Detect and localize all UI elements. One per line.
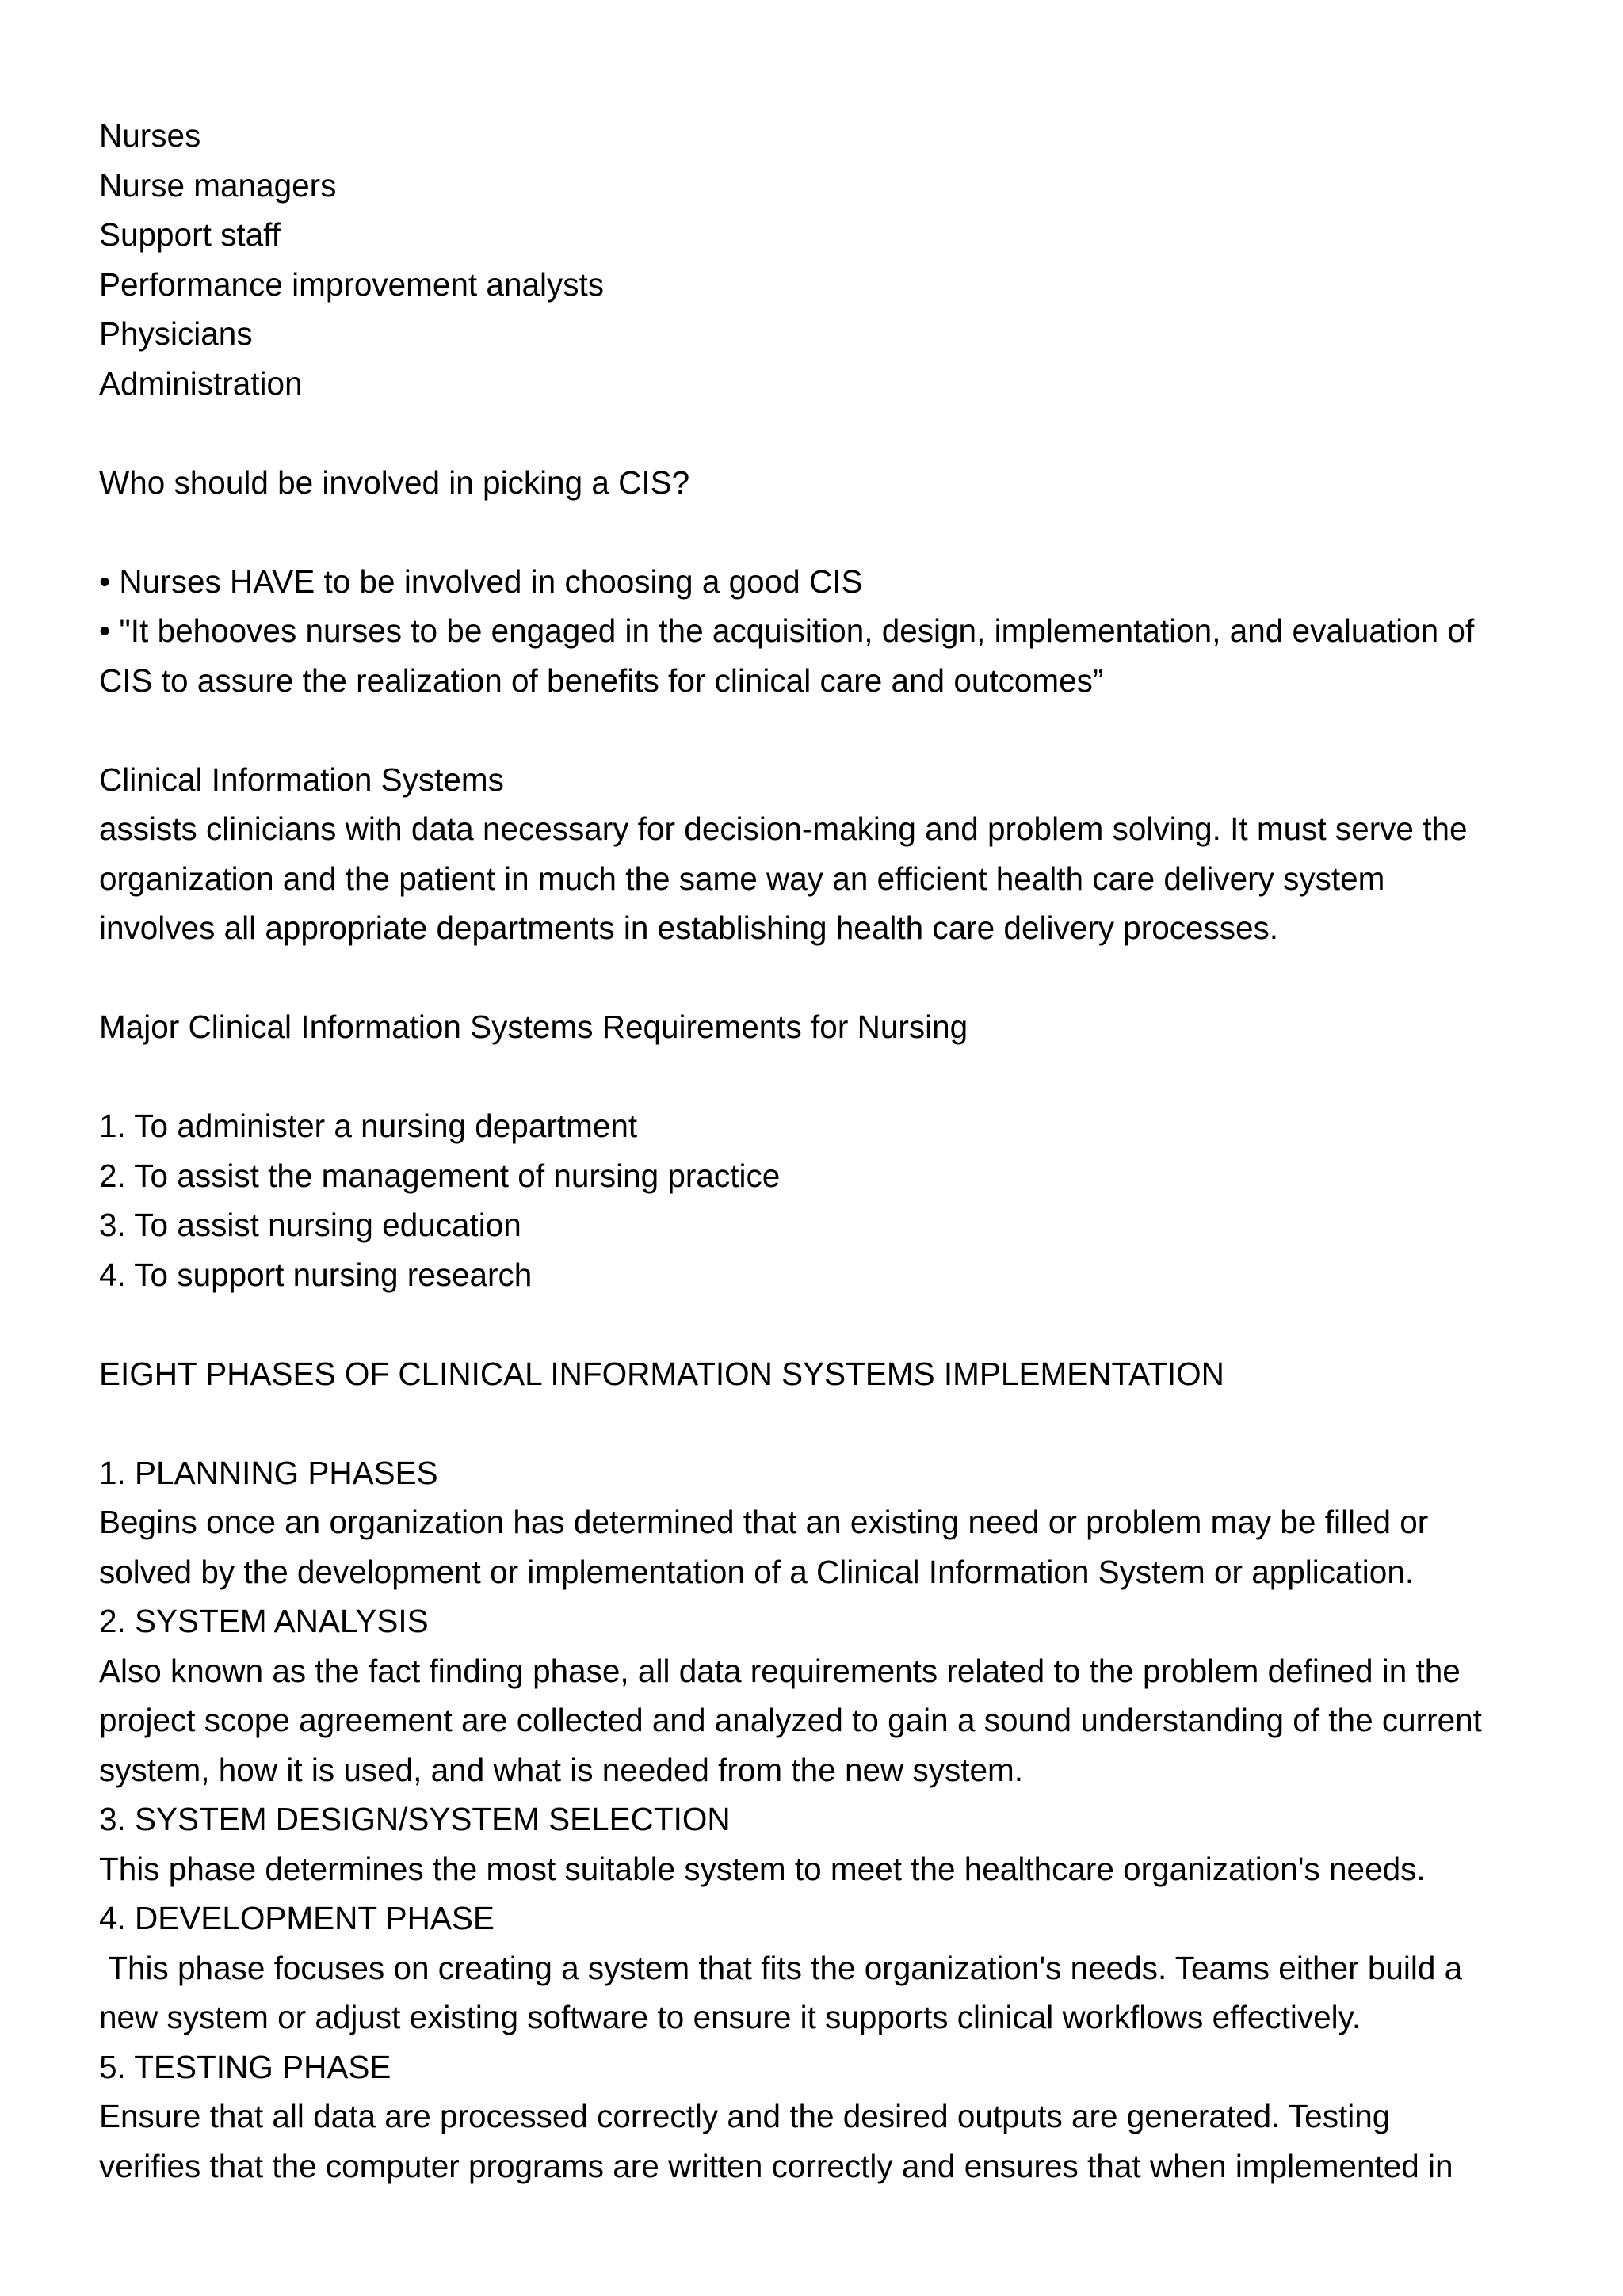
- phase-body-line: This phase focuses on creating a system that fits the organization's needs. Teams either build a: [99, 1949, 1463, 1986]
- phase-body-line: new system or adjust existing software to ensure it supports clinical workflows effectively.: [99, 1999, 1361, 2035]
- spacer: [99, 507, 1533, 557]
- phases-list: [99, 1448, 1533, 2191]
- bullet-item: • "It behooves nurses to be engaged in the acquisition, design, implementation, and evaluation of: [99, 612, 1475, 649]
- role-item: Physicians: [99, 315, 253, 352]
- phase-heading: 3. SYSTEM DESIGN/SYSTEM SELECTION: [99, 1801, 731, 1837]
- bullet-item-continuation: CIS to assure the realization of benefits for clinical care and outcomes”: [99, 662, 1104, 699]
- spacer: [99, 705, 1533, 755]
- phase-body-line: Ensure that all data are processed correctly and the desired outputs are generated. Testing: [99, 2098, 1391, 2134]
- cis-definition-line: assists clinicians with data necessary for decision-making and problem solving. It must serve the: [99, 810, 1468, 847]
- bullet-item: • Nurses HAVE to be involved in choosing a good CIS: [99, 563, 863, 600]
- requirement-item: 3. To assist nursing education: [99, 1207, 521, 1243]
- role-item: Performance improvement analysts: [99, 265, 605, 303]
- cis-definition-line: involves all appropriate departments in establishing health care delivery processes.: [99, 910, 1279, 946]
- phase-body-line: This phase determines the most suitable system to meet the healthcare organization's needs.: [99, 1850, 1426, 1887]
- role-item: Support staff: [99, 216, 281, 253]
- cis-title: Clinical Information Systems: [99, 761, 504, 798]
- requirement-item: 1. To administer a nursing department: [99, 1108, 638, 1144]
- requirement-item: 4. To support nursing research: [99, 1256, 533, 1293]
- spacer: [99, 1398, 1533, 1448]
- spacer: [99, 1299, 1533, 1349]
- phase-body-line: project scope agreement are collected and analyzed to gain a sound understanding of the current: [99, 1702, 1482, 1738]
- question-text: Who should be involved in picking a CIS?: [99, 463, 690, 501]
- role-item: Nurses: [99, 117, 201, 154]
- phase-body-line: solved by the development or implementation of a Clinical Information System or application.: [99, 1553, 1415, 1590]
- phase-heading: 1. PLANNING PHASES: [99, 1454, 438, 1491]
- phase-heading: 2. SYSTEM ANALYSIS: [99, 1603, 429, 1639]
- roles-list: [99, 111, 1533, 408]
- phase-body-line: verifies that the computer programs are written correctly and ensures that when implemented in: [99, 2147, 1453, 2184]
- requirements-list: [99, 1101, 1533, 1299]
- phases-title: EIGHT PHASES OF CLINICAL INFORMATION SYSTEMS IMPLEMENTATION: [99, 1355, 1224, 1392]
- phase-body-line: system, how it is used, and what is needed from the new system.: [99, 1751, 1024, 1788]
- spacer: [99, 1052, 1533, 1102]
- phase-heading: 4. DEVELOPMENT PHASE: [99, 1900, 495, 1936]
- role-item: Nurse managers: [99, 166, 337, 204]
- phase-heading: 5. TESTING PHASE: [99, 2048, 391, 2085]
- spacer: [99, 408, 1533, 458]
- cis-definition-line: organization and the patient in much the same way an efficient health care delivery system: [99, 860, 1385, 897]
- spacer: [99, 953, 1533, 1003]
- phase-body-line: Also known as the fact finding phase, all data requirements related to the problem defined in the: [99, 1652, 1461, 1689]
- role-item: Administration: [99, 364, 303, 402]
- requirements-title: Major Clinical Information Systems Requirements for Nursing: [99, 1009, 968, 1045]
- document-page: [99, 111, 1533, 2191]
- bullet-list: [99, 557, 1533, 706]
- requirement-item: 2. To assist the management of nursing practice: [99, 1157, 781, 1194]
- phase-body-line: Begins once an organization has determined that an existing need or problem may be filled or: [99, 1504, 1429, 1540]
